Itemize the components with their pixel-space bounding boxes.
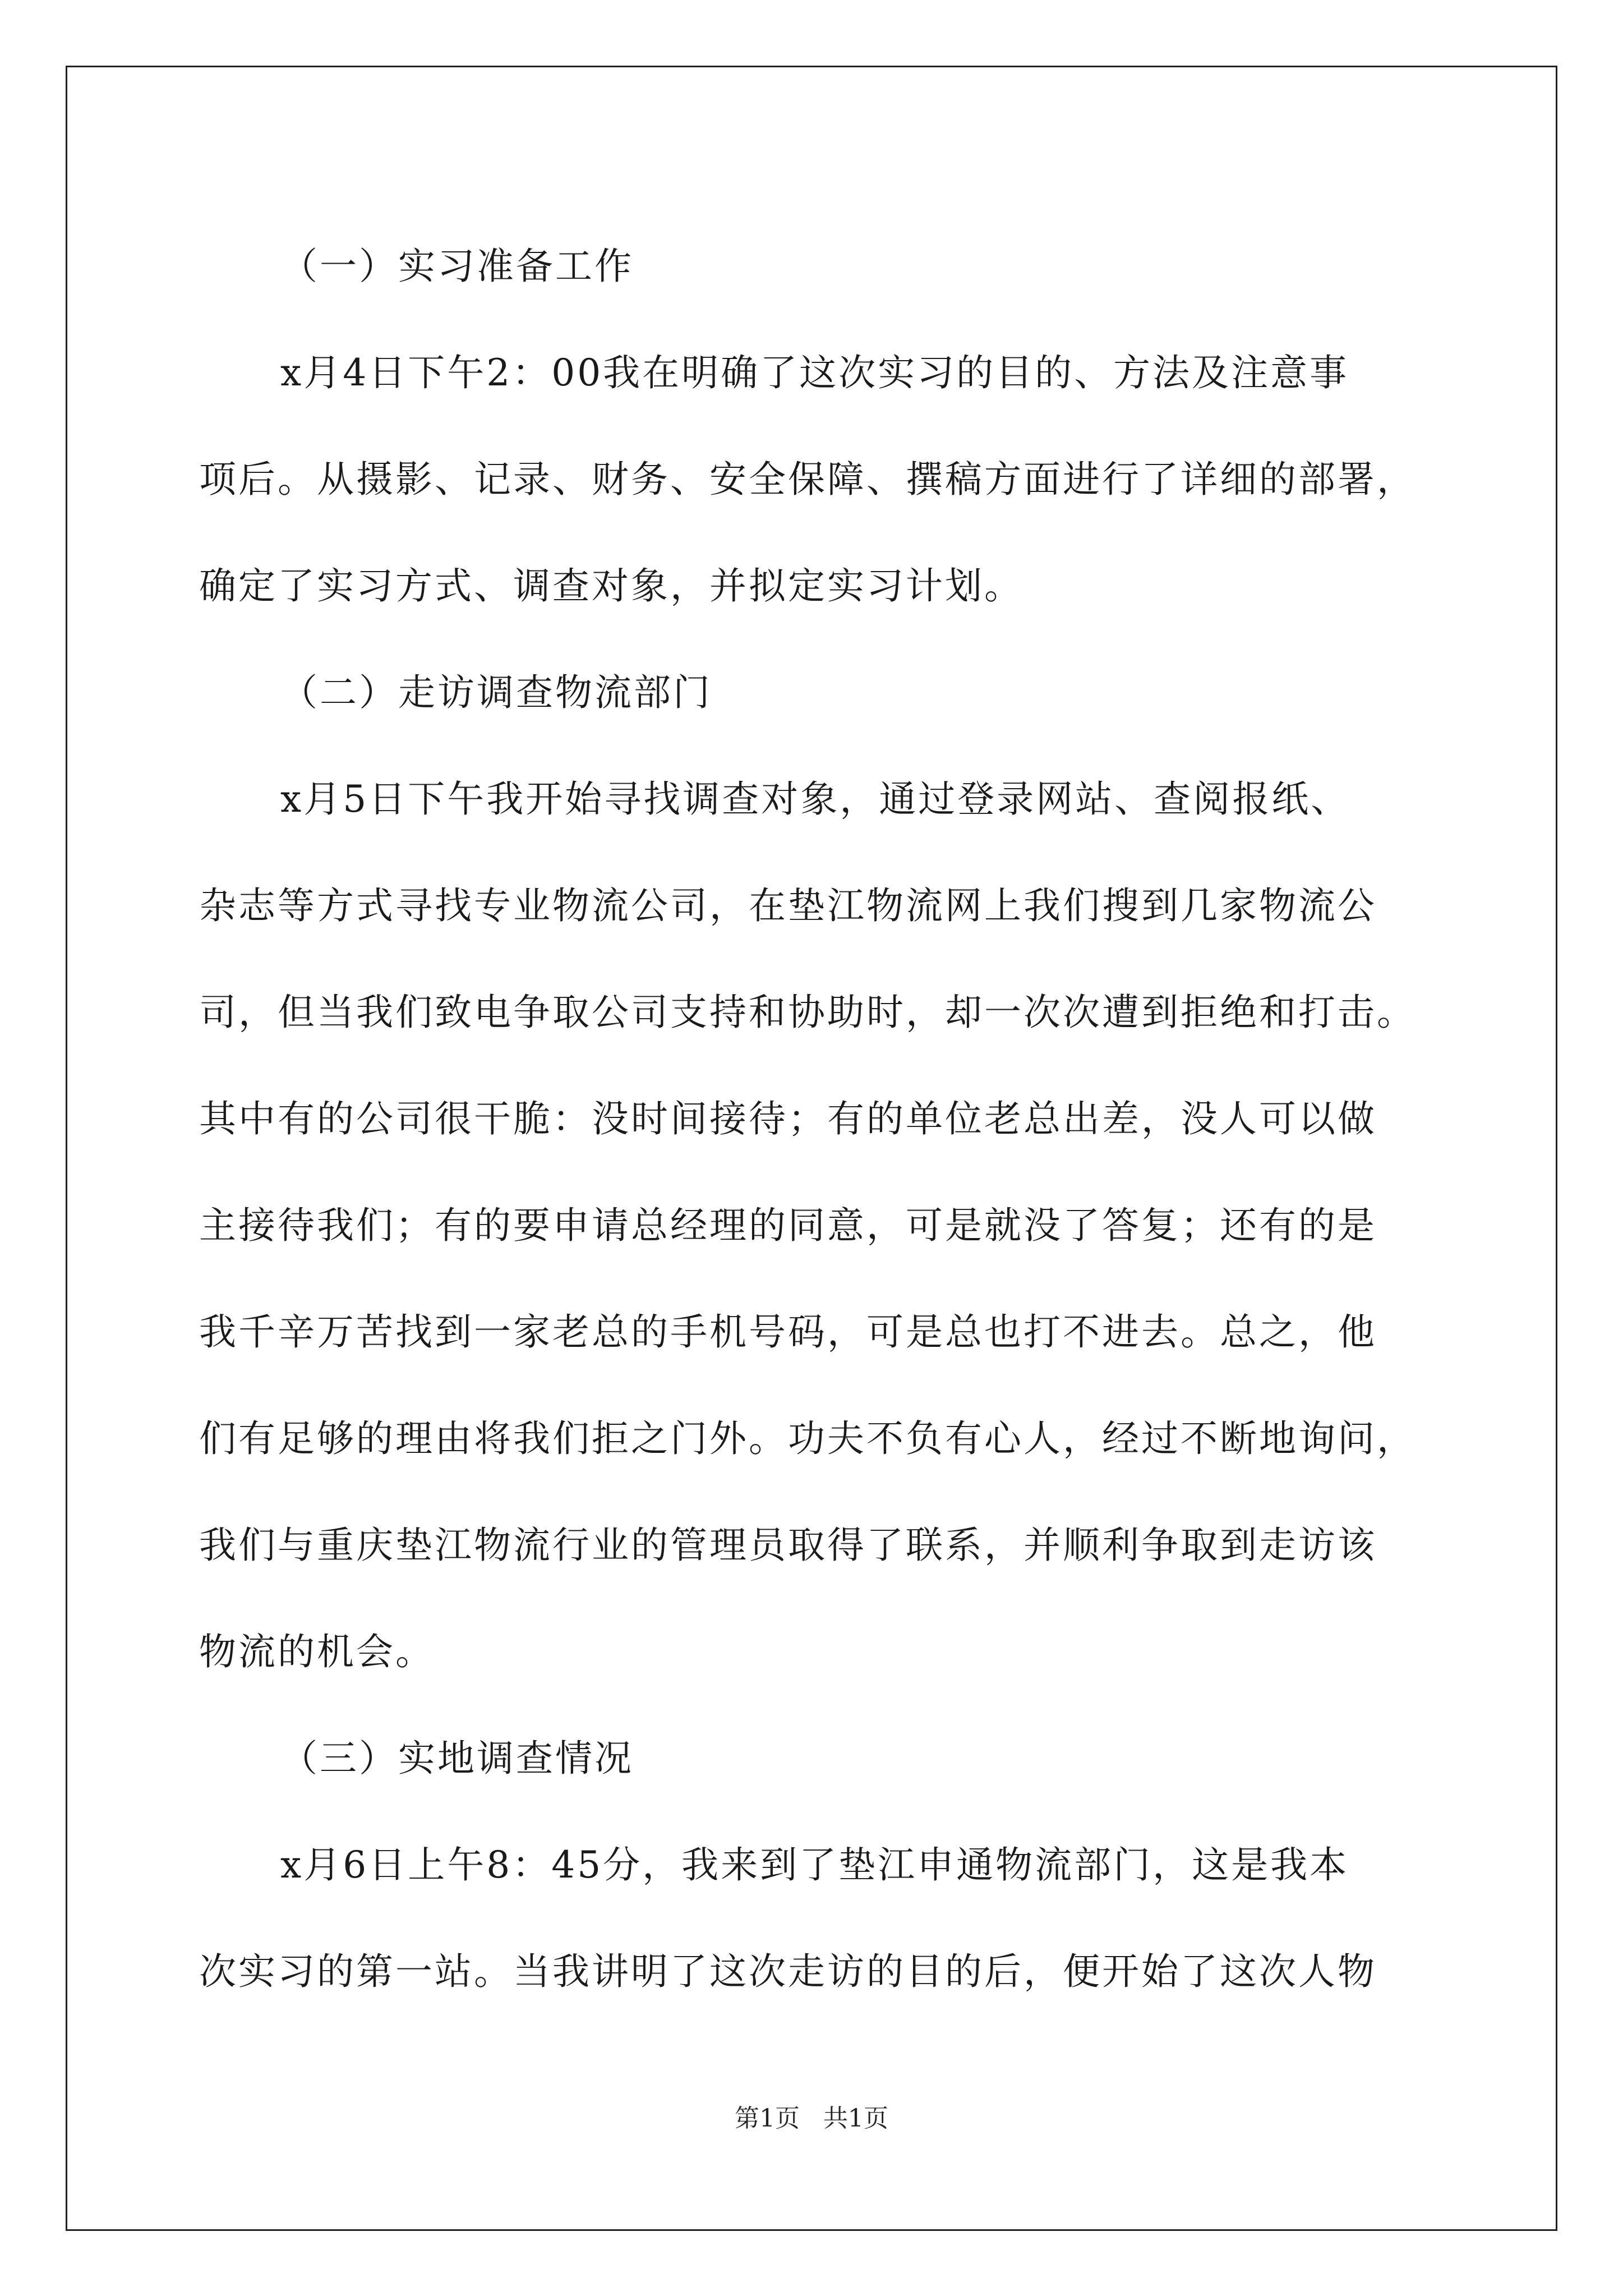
section-heading: （二）走访调查物流部门: [280, 671, 712, 714]
section-heading: （三）实地调查情况: [280, 1737, 634, 1780]
paragraph-line: 其中有的公司很干脆：没时间接待；有的单位老总出差，没人可以做: [199, 1097, 1377, 1140]
paragraph-line: x月4日下午2：00我在明确了这次实习的目的、方法及注意事: [280, 351, 1349, 394]
paragraph-line: 物流的机会。: [199, 1630, 435, 1673]
paragraph-line: x月6日上午8：45分，我来到了垫江申通物流部门，这是我本: [280, 1843, 1349, 1887]
section-heading: （一）实习准备工作: [280, 245, 634, 288]
paragraph-line: 次实习的第一站。当我讲明了这次走访的目的后，便开始了这次人物: [199, 1950, 1377, 1993]
paragraph-line: x月5日下午我开始寻找调查对象，通过登录网站、查阅报纸、: [280, 777, 1350, 821]
paragraph-line: 项后。从摄影、记录、财务、安全保障、撰稿方面进行了详细的部署，: [199, 458, 1416, 501]
paragraph-line: 司，但当我们致电争取公司支持和协助时，却一次次遭到拒绝和打击。: [199, 991, 1416, 1034]
page-footer: [0, 2098, 1623, 2134]
paragraph-line: 我千辛万苦找到一家老总的手机号码，可是总也打不进去。总之，他: [199, 1310, 1377, 1354]
document-body: [199, 213, 1433, 2025]
page-number-current: 第1页: [735, 2104, 800, 2133]
paragraph-line: 杂志等方式寻找专业物流公司，在垫江物流网上我们搜到几家物流公: [199, 884, 1377, 927]
paragraph-line: 我们与重庆垫江物流行业的管理员取得了联系，并顺利争取到走访该: [199, 1524, 1377, 1567]
paragraph-line: 确定了实习方式、调查对象，并拟定实习计划。: [199, 564, 1023, 608]
page-number-total: 共1页: [823, 2104, 888, 2133]
paragraph-line: 们有足够的理由将我们拒之门外。功夫不负有心人，经过不断地询问，: [199, 1417, 1416, 1460]
paragraph-line: 主接待我们；有的要申请总经理的同意，可是就没了答复；还有的是: [199, 1204, 1377, 1247]
